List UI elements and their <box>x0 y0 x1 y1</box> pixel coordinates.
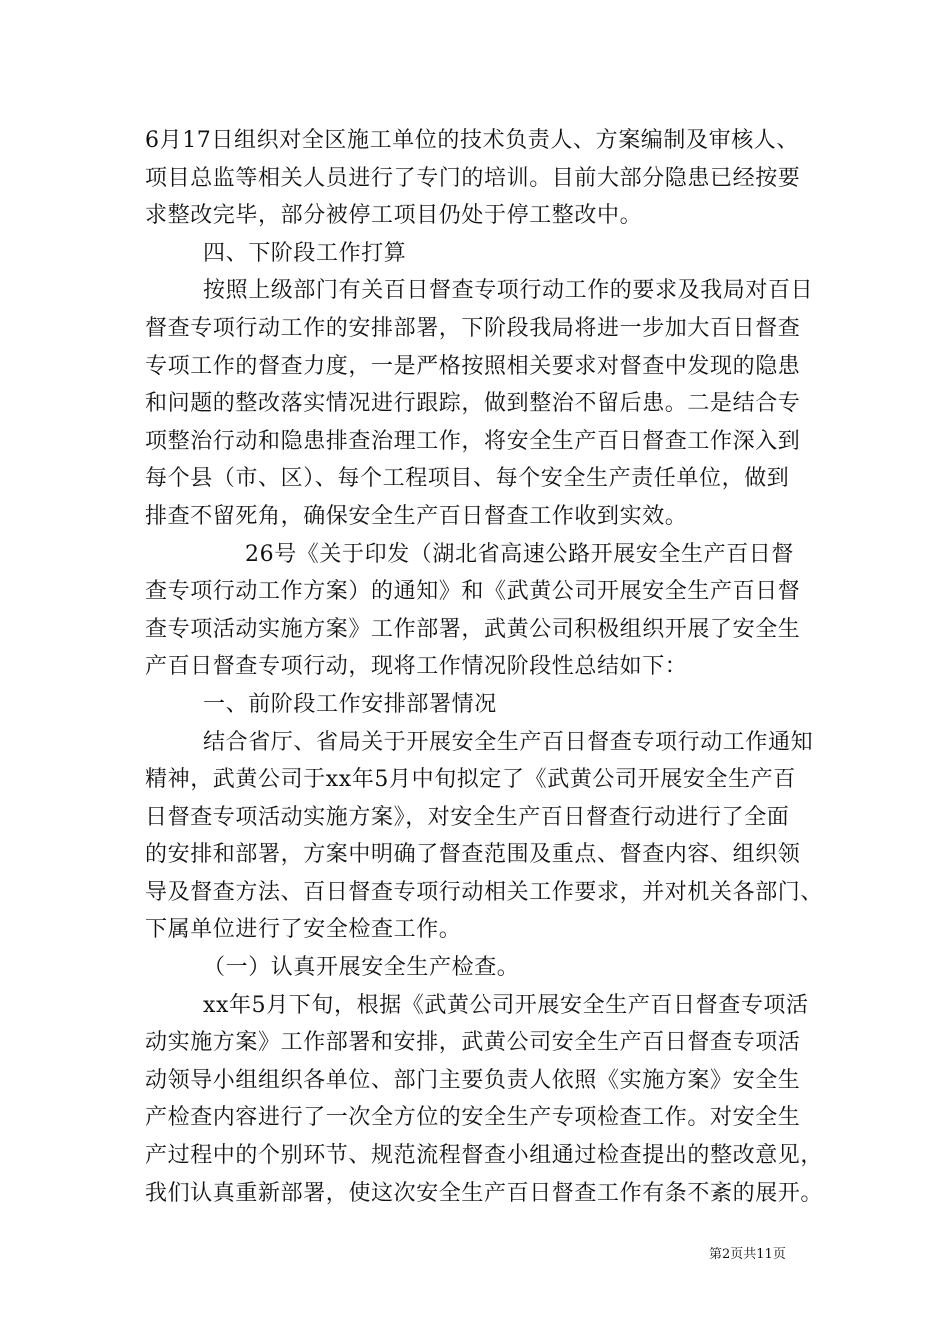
text-line: 查专项行动工作方案）的通知》和《武黄公司开展安全生产百日督 <box>145 579 801 605</box>
subsection-heading: （一）认真开展安全生产检查。 <box>203 955 520 981</box>
text-line: 6月17日组织对全区施工单位的技术负责人、方案编制及审核人、 <box>145 128 799 153</box>
text-line: 每个县（市、区）、每个工程项目、每个安全生产责任单位，做到 <box>145 466 790 492</box>
text-line: 日督查专项活动实施方案》，对安全生产百日督查行动进行了全面 <box>145 804 790 830</box>
text-line: 产过程中的个别环节、规范流程督查小组通过检查提出的整改意见， <box>145 1143 824 1169</box>
page-number-footer: 第2页共11页 <box>709 1247 786 1262</box>
text-line: 精神，武黄公司于xx年5月中旬拟定了《武黄公司开展安全生产百 <box>145 767 796 793</box>
text-line: 动实施方案》工作部署和安排，武黄公司安全生产百日督查专项活 <box>145 1030 801 1056</box>
text-line: 求整改完毕，部分被停工项目仍处于停工整改中。 <box>145 203 643 229</box>
section-heading: 一、前阶段工作安排部署情况 <box>203 691 497 717</box>
text-line: 和问题的整改落实情况进行跟踪，做到整治不留后患。二是结合专 <box>145 391 801 417</box>
text-line: 查专项活动实施方案》工作部署，武黄公司积极组织开展了安全生 <box>145 616 801 642</box>
text-line: 动领导小组组织各单位、部门主要负责人依照《实施方案》安全生 <box>145 1067 801 1093</box>
section-heading: 四、下阶段工作打算 <box>203 240 407 266</box>
text-line: 排查不留死角，确保安全生产百日督查工作收到实效。 <box>145 503 688 529</box>
text-line: 产百日督查专项行动，现将工作情况阶段性总结如下： <box>145 654 688 680</box>
text-line: 导及督查方法、百日督查专项行动相关工作要求，并对机关各部门、 <box>145 879 824 905</box>
text-line: 的安排和部署，方案中明确了督查范围及重点、督查内容、组织领 <box>145 842 801 868</box>
text-line: xx年5月下旬，根据《武黄公司开展安全生产百日督查专项活 <box>203 992 809 1018</box>
document-body <box>145 122 824 1212</box>
text-line: 结合省厅、省局关于开展安全生产百日督查专项行动工作通知 <box>203 729 814 755</box>
text-line: 专项工作的督查力度，一是严格按照相关要求对督查中发现的隐患 <box>145 353 801 379</box>
text-line: 26号《关于印发（湖北省高速公路开展安全生产百日督 <box>245 541 794 567</box>
text-line: 下属单位进行了安全检查工作。 <box>145 917 462 943</box>
text-line: 产检查内容进行了一次全方位的安全生产专项检查工作。对安全生 <box>145 1105 801 1131</box>
text-line: 按照上级部门有关百日督查专项行动工作的要求及我局对百日 <box>203 278 814 304</box>
text-line: 督查专项行动工作的安排部署，下阶段我局将进一步加大百日督查 <box>145 315 801 341</box>
text-line: 项整治行动和隐患排查治理工作，将安全生产百日督查工作深入到 <box>145 428 801 454</box>
text-line: 我们认真重新部署，使这次安全生产百日督查工作有条不紊的展开。 <box>145 1180 824 1206</box>
text-line: 项目总监等相关人员进行了专门的培训。目前大部分隐患已经按要 <box>145 165 801 191</box>
